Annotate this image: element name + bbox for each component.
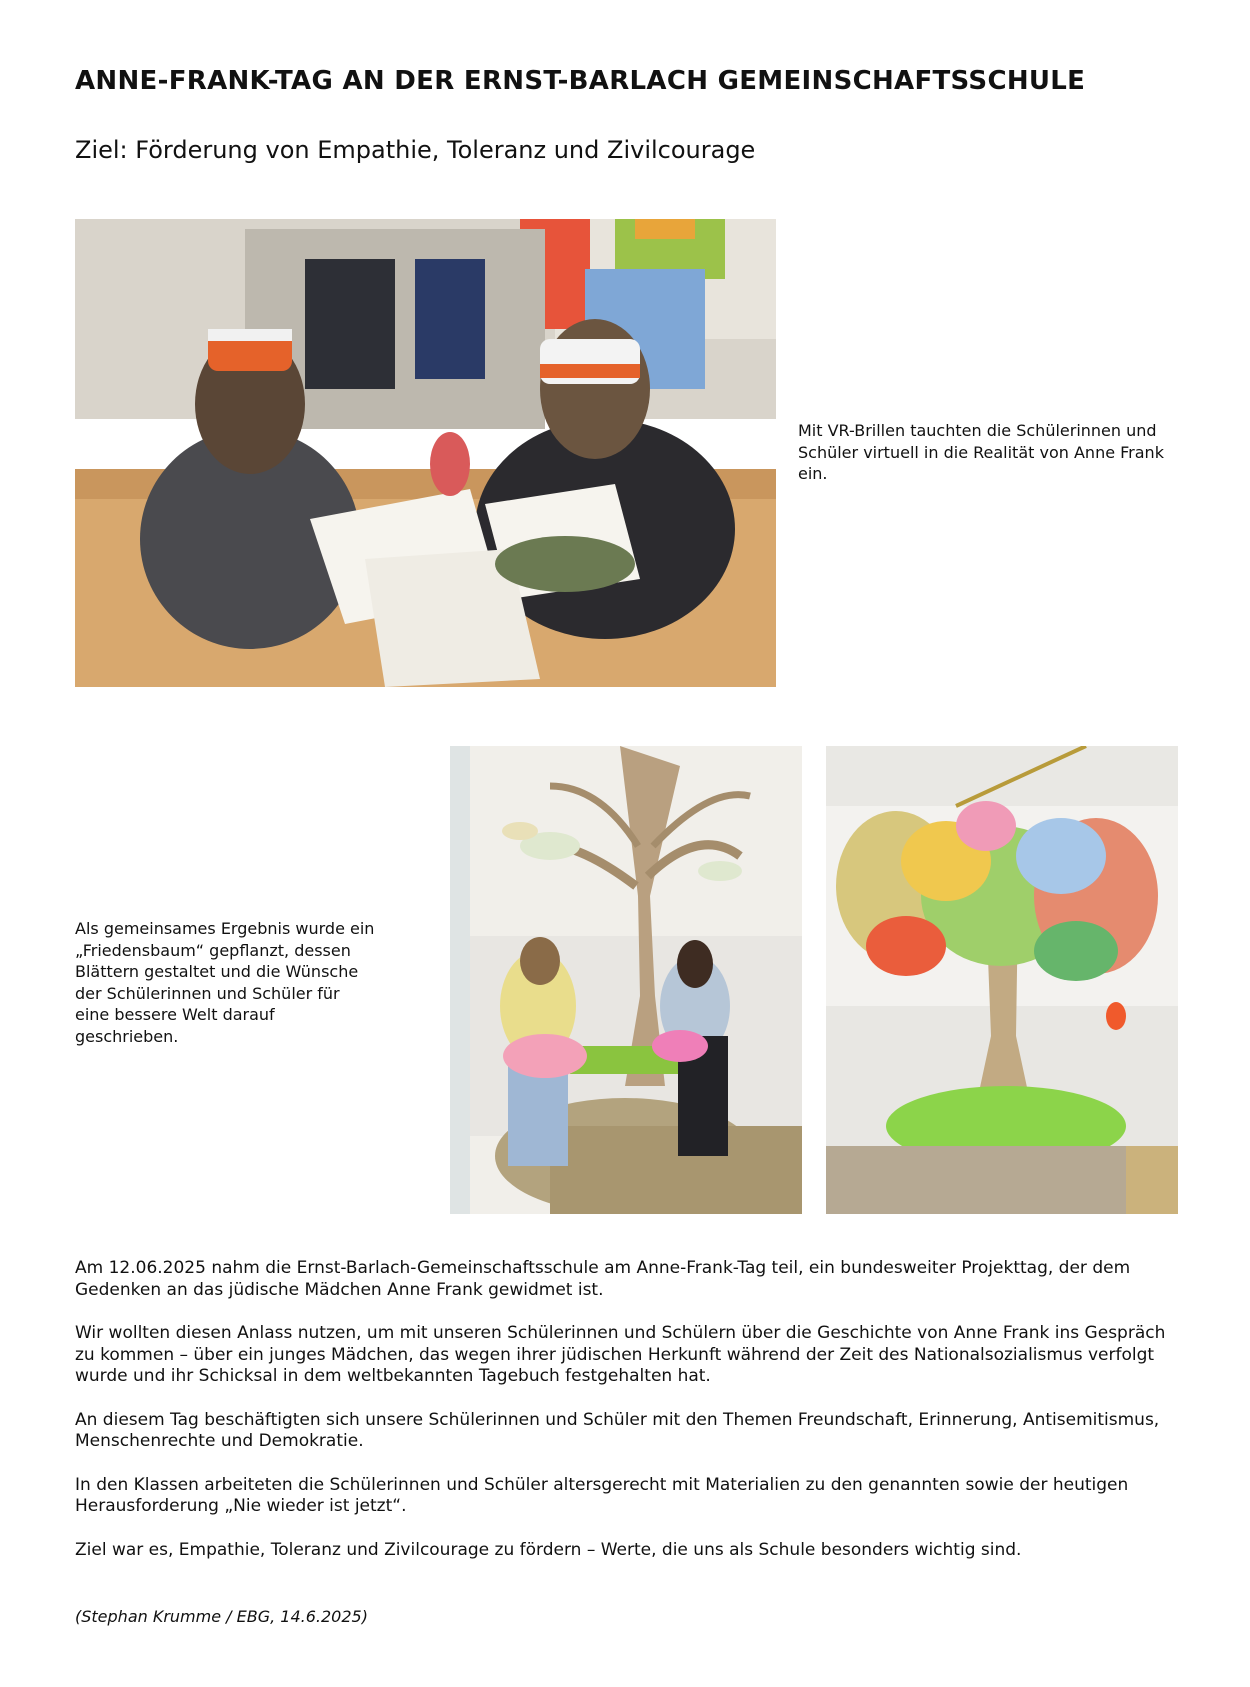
author-credit: (Stephan Krumme / EBG, 14.6.2025) (75, 1607, 368, 1626)
page-title: ANNE-FRANK-TAG AN DER ERNST-BARLACH GEMEINSCHAFTSSCHULE (75, 66, 1086, 96)
article-paragraph: Ziel war es, Empathie, Toleranz und Zivilcourage zu fördern – Werte, die uns als Schule besonders wichtig sind. (75, 1539, 1022, 1560)
article-paragraph: Wir wollten diesen Anlass nutzen, um mit unseren Schülerinnen und Schülern über die Geschichte von Anne Frank ins Gespräch zu kommen – über ein junges Mädchen, das wegen ihrer jüdischen Herkunft während der Zeit des Nationalsozialismus verfolgt wurde und ihr Schicksal in dem weltbekannten Tagebuch festgehalten hat. (75, 1323, 1166, 1386)
tree-caption: Als gemeinsames Ergebnis wurde ein „Friedensbaum“ gepflanzt, dessen Blättern gestaltet und die Wünsche der Schülerinnen und Schüler für eine bessere Welt darauf geschrieben. (75, 919, 375, 1046)
photo-vr-classroom (75, 219, 776, 687)
photo-peace-tree-students (450, 746, 802, 1214)
article-paragraph: An diesem Tag beschäftigten sich unsere Schülerinnen und Schüler mit den Themen Freundschaft, Erinnerung, Antisemitismus, Menschenrechte und Demokratie. (75, 1409, 1160, 1451)
article-body (75, 1258, 1175, 1583)
article-paragraph: In den Klassen arbeiteten die Schülerinnen und Schüler altersgerecht mit Materialien zu den genannten sowie der heutigen Herausforderung „Nie wieder ist jetzt“. (75, 1474, 1129, 1516)
photo-peace-tree-leaves (826, 746, 1178, 1214)
article-paragraph: Am 12.06.2025 nahm die Ernst-Barlach-Gemeinschaftsschule am Anne-Frank-Tag teil, ein bundesweiter Projekttag, der dem Gedenken an das jüdische Mädchen Anne Frank gewidmet ist. (75, 1258, 1131, 1300)
vr-caption: Mit VR-Brillen tauchten die Schülerinnen und Schüler virtuell in die Realität von Anne Frank ein. (798, 421, 1164, 483)
page-subtitle: Ziel: Förderung von Empathie, Toleranz und Zivilcourage (75, 136, 756, 164)
